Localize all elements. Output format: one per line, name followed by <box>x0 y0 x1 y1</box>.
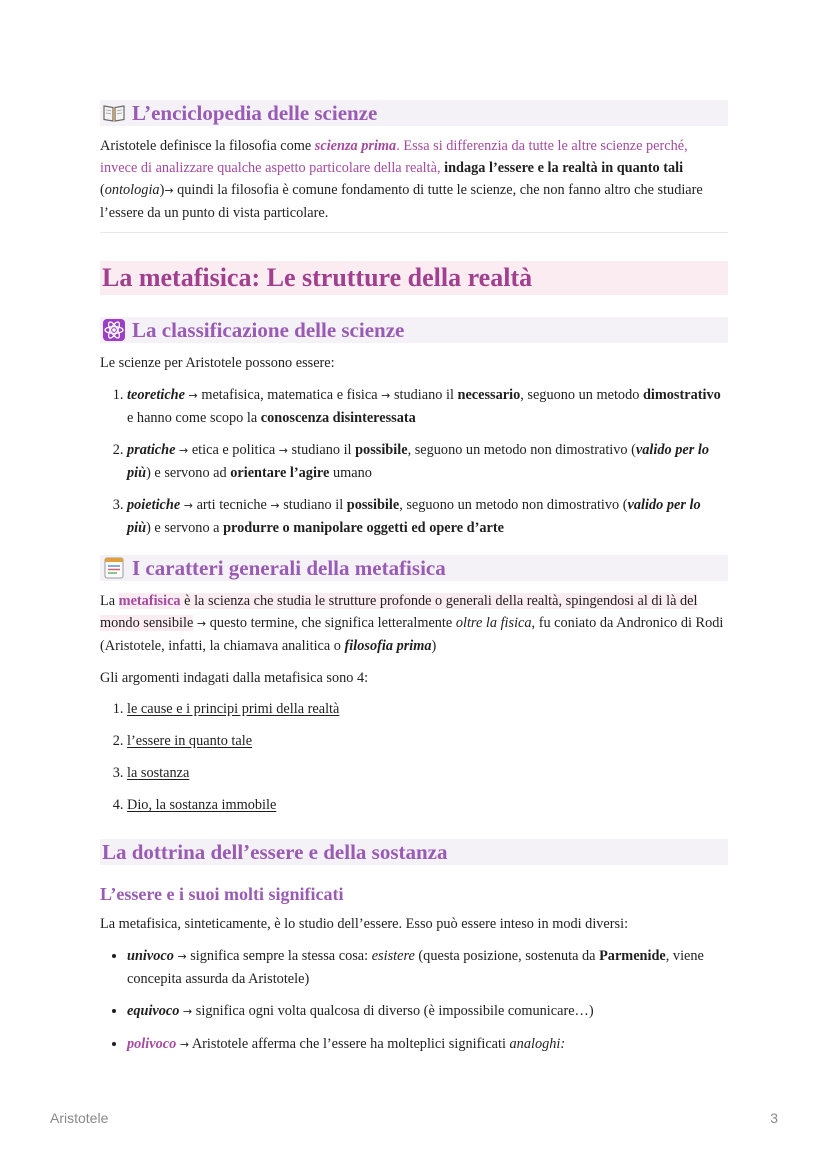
section-heading-classification <box>100 317 728 343</box>
atom-icon <box>102 318 126 342</box>
section-heading-encyclopedia <box>100 100 728 126</box>
arrow-icon: → <box>183 499 193 512</box>
classification-intro: Le scienze per Aristotele possono essere: <box>100 355 335 371</box>
list-item: • univoco → significa sempre la stessa cosa: esistere (questa posizione, sostenuta da Parmenide, viene concepita assurda da Aristotele) <box>127 945 728 990</box>
being-intro: La metafisica, sinteticamente, è lo studio dell’essere. Esso può essere inteso in modi diversi: <box>100 916 629 932</box>
topics-intro: Gli argomenti indagati dalla metafisica sono 4: <box>100 670 369 686</box>
section-title: La dottrina dell’essere e della sostanza <box>102 840 448 864</box>
page-content <box>100 100 728 1056</box>
arrow-icon: → <box>381 389 391 402</box>
list-item: 1. le cause e i principi primi della realtà <box>127 698 728 720</box>
section-title: L’enciclopedia delle scienze <box>132 101 378 125</box>
list-item: • polivoco → Aristotele afferma che l’essere ha molteplici significati analoghi: <box>127 1033 728 1056</box>
open-book-icon <box>102 101 126 125</box>
arrow-icon: → <box>179 444 189 457</box>
list-item: 3. poietiche → arti tecniche → studiano il possibile, seguono un metodo non dimostrativo (valido per lo più) e servono a produrre o manipolare oggetti ed opere d’arte <box>127 494 728 539</box>
topics-list <box>100 698 728 816</box>
arrow-icon: → <box>196 617 207 630</box>
sciences-list <box>100 384 728 539</box>
paragraph-encyclopedia: Aristotele definisce la filosofia come scienza prima. Essa si differenzia da tutte le altre scienze perché, invece di analizzare qualche aspetto particolare della realtà, indaga l’essere e la realtà in quanto tali (ontologia)→ quindi la filosofia è comune fondamento di tutte le scienze, che non fanno altro che studiare l’essere da un punto di vista particolare. <box>100 138 703 221</box>
section-title: I caratteri generali della metafisica <box>132 556 446 580</box>
list-item: 2. l’essere in quanto tale <box>127 730 728 752</box>
section-heading-metaphysics <box>100 555 728 581</box>
arrow-icon: → <box>179 1038 190 1051</box>
arrow-icon: → <box>270 499 280 512</box>
section-title: La classificazione delle scienze <box>132 318 405 342</box>
list-item: 3. la sostanza <box>127 762 728 784</box>
page-number: 3 <box>770 1110 778 1126</box>
being-meanings-list <box>100 945 728 1056</box>
list-item: 4. Dio, la sostanza immobile <box>127 794 728 816</box>
arrow-icon: → <box>164 184 174 197</box>
notepad-icon <box>102 556 126 580</box>
list-item: 1. teoretiche → metafisica, matematica e fisica → studiano il necessario, seguono un metodo dimostrativo e hanno come scopo la conoscenza disinteressata <box>127 384 728 429</box>
subsection-title: L’essere e i suoi molti significati <box>100 884 344 904</box>
arrow-icon: → <box>278 444 288 457</box>
divider <box>100 232 728 233</box>
chapter-title: La metafisica: Le strutture della realtà <box>100 261 728 295</box>
metaphysics-definition: La metafisica è la scienza che studia le strutture profonde o generali della realtà, spingendosi al di là del mondo sensibile → questo termine, che significa letteralmente oltre la fisica, fu coniato da Andronico di Rodi (Aristotele, infatti, la chiamava analitica o filosofia prima) <box>100 593 724 654</box>
list-item: 2. pratiche → etica e politica → studiano il possibile, seguono un metodo non dimostrativo (valido per lo più) e servono ad orientare l’agire umano <box>127 439 728 484</box>
list-item: • equivoco → significa ogni volta qualcosa di diverso (è impossibile comunicare…) <box>127 1000 728 1023</box>
arrow-icon: → <box>182 1005 193 1018</box>
page-footer <box>50 1110 778 1126</box>
section-heading-being <box>100 839 728 865</box>
arrow-icon: → <box>188 389 198 402</box>
arrow-icon: → <box>177 950 187 963</box>
footer-title: Aristotele <box>50 1110 109 1126</box>
